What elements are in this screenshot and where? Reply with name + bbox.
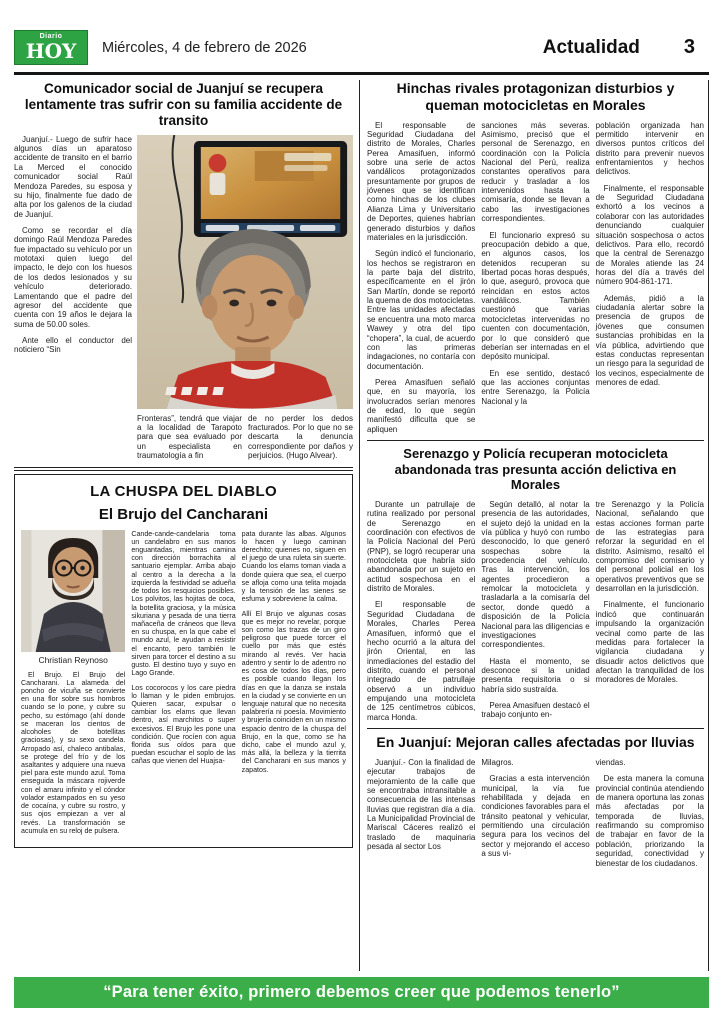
paragraph: Como se recordar el día domingo Raúl Mendoza Paredes fue impactado su vehículo por un mototaxi quien luego del impacto, le dejo con los huesos de los dedos lesionados y su vehículo deteriorado. Lamentando que el padre del agresor del accidente que cuenta con 19 años le dejara la suma de 50.00 soles. — [14, 226, 132, 329]
article-body — [367, 121, 704, 435]
christian-reynoso-photo — [21, 530, 125, 652]
paragraph: De esta manera la comuna provincial continúa atendiendo de manera oportuna las zonas más afectadas por la temporada de lluvias, reafirmando su compromiso de trabajar en favor de la población, priorizando la seguridad, conectividad y bienestar de los ciudadanos. — [595, 774, 704, 868]
article-hinchas — [367, 80, 704, 434]
paragraph: En ese sentido, destacó que las acciones conjuntas entre Serenazgo, la Policía Nacional y la — [481, 368, 590, 406]
text-column-3 — [596, 500, 704, 722]
paragraph: Hasta el momento, se desconoce si la unidad presenta requisitoria o si habría sido sustraída. — [481, 656, 590, 694]
left-column — [14, 80, 359, 971]
paragraph: Cande-cande-candelaria toma un candelabro en sus manos enguantadas, mientras camina con dirección borrachita al santuario ejemplar. Arriba abajo al centro a la derecha a la izquierda la festividad se adueña de todos los resquicios posibles. Los polvitos, las hojitas de coca, la botellita graciosa, y la música sikuriana y pesada de una tierra mañaceña de cráneos que lleva en su chuspa, en la que cabe el mundo azul, le ayudan a resistir el encanto, pero también le sirven para torcer el destino a su gusto. El destino tuyo y suyo en Lago Grande. — [131, 529, 236, 678]
logo-wordmark: HOY — [25, 39, 77, 63]
column-text — [21, 671, 125, 835]
edition-date: Miércoles, 4 de febrero de 2026 — [102, 39, 307, 56]
section-title: Actualidad — [542, 36, 640, 58]
paragraph: de no perder los dedos fracturados. Por lo que no se descarta la denuncia correspondiente por daños y perjuicios. (Hugo Alvear). — [248, 413, 353, 461]
author-byline: Christian Reynoso — [38, 654, 108, 665]
column-title: El Brujo del Cancharani — [98, 505, 269, 523]
text-column-1 — [367, 121, 475, 435]
text-column-3 — [596, 121, 704, 435]
paragraph: Durante un patrullaje de rutina realizado por personal de Serenazgo en coordinación con efectivos de la Policía Nacional del Perú (PNP), se logró recuperar una motocicleta que habría sido abandonada por un sujeto en actitud sospechosa en el distrito de Morales. — [367, 499, 476, 594]
logo-kicker: Diario — [39, 33, 63, 40]
paragraph: población organizada han permitido intervenir en diversos puntos críticos del distrito para prevenir nuevos enfrentamientos y hechos delictivos. — [595, 120, 704, 177]
photo-and-text — [137, 135, 353, 461]
quote-banner: “Para tener éxito, primero debemos creer que podemos tenerlo” — [14, 977, 709, 1008]
text-column-1 — [367, 500, 475, 722]
column-kicker: LA CHUSPA DEL DIABLO — [90, 482, 277, 500]
article-body — [367, 500, 704, 722]
text-column-2 — [481, 121, 589, 435]
article-title: En Juanjuí: Mejoran calles afectadas por lluvias — [376, 734, 695, 751]
right-column — [360, 80, 709, 971]
paragraph: viendas. — [595, 757, 626, 767]
paragraph: El funcionario expresó su preocupación debido a que, en algunos casos, los detenidos recuperan su libertad pocas horas después, lo que, aseguró, provoca que reincidan en estos actos vandálicos. También cuestionó que varias motocicletas intervenidas no cuenten con documentación, por lo que consideró que deberían ser internadas en el depósito municipal. — [481, 230, 590, 362]
text-column-2 — [481, 500, 589, 722]
paragraph: sanciones más severas. Asimismo, precisó que el personal de Serenazgo, en coordinación con la Policía Nacional del Perú, realiza constantes operativos para reducir y trasladar a los intervenidos hasta la comisaría, donde se llevan a cabo las investigaciones correspondientes. — [481, 120, 590, 224]
paragraph: Fronteras”, tendrá que viajar a la localidad de Tarapoto para que sea evaluado por un especialista en traumatología a fin — [137, 413, 242, 461]
article-comunicador — [14, 81, 353, 471]
paragraph: Según detalló, al notar la presencia de las autoridades, el sujeto dejó la unidad en la vía pública y huyó con rumbo desconocido, lo que generó sospechas sobre la procedencia del vehículo. Tras la intervención, los agentes procedieron a remolcar la motocicleta y trasladarla a la comisaría del sector, donde quedó a disposición de la Policía Nacional para las diligencias e investigaciones correspondientes. — [481, 499, 590, 650]
text-column-3 — [596, 758, 704, 868]
paragraph: Milagros. — [481, 757, 514, 767]
paragraph: El responsable de Seguridad Ciudadana de Morales, Charles Perea Amasifuen, informó que el hecho ocurrió a la altura del jirón Oriental, en las inmediaciones del estadio del distrito, cuando el personal integrado de patrullaje observó a un individuo empujando una motocicleta de 125 centímetros cúbicos, marca Honda. — [367, 600, 476, 722]
paragraph: Gracias a esta intervención municipal, la vía fue rehabilitada y dejada en condiciones favorables para el tránsito peatonal y vehicular, permitiendo una circulación segura para los vecinos del sector y mejorando el acceso a sus vi- — [481, 774, 590, 859]
article-title: Hinchas rivales protagonizan disturbios y queman motocicletas en Morales — [396, 80, 675, 113]
text-column-1 — [367, 758, 475, 868]
paragraph: Juanjuí.- Con la finalidad de ejecutar trabajos de mejoramiento de la calle que se encontraba intransitable a consecuencia de las intensas lluvias que registran día a día. La Municipalidad Provincial de Mariscal Cáceres realizó el traslado de maquinaria pesada al sector Los — [367, 757, 476, 852]
paragraph: Según indicó el funcionario, los hechos se registraron en la parte baja del distrito, específicamente en el jirón San Martín, donde se reportó la quema de dos motocicletas. Entre las unidades afectadas se encuentra una moto marca Wawey y otra del tipo “chopera”, la cual, de acuerdo con las primeras indagaciones, no contaría con documentación. — [367, 249, 476, 371]
article-serenazgo — [367, 446, 704, 722]
text-column-3 — [242, 530, 346, 841]
comunicador-photo — [137, 135, 353, 409]
article-juanjui-calles — [367, 734, 704, 868]
paragraph: Los cocorocos y los care piedra lo llaman y le piden embrujos. Quieren sacar, expulsar o cambiar los elams que llevan dentro, así marchitos o super excesivos. El Brujo les pone una condición. Que rocíen con agua florida sus oídos para que puedan escuchar el soplo de las cañas que vienen del Huajsa- — [131, 683, 236, 766]
masthead — [14, 30, 709, 75]
text-column-1 — [21, 530, 125, 841]
paragraph: Allí El Brujo ve algunas cosas que es mejor no revelar, porque son como las trazas de un giro peligroso que puede torcer el cuello por más que estés mirando al revés. Ver hacia adentro y sentir lo de adentro no es cosa de todos los días, pero es posible cuando llegan los días en que la danza se instala en la ciudad y se convierte en un lenguaje natural que no necesita palabrería ni poesía. Movimiento y brujería coinciden en un mismo espacio dentro de la chuspa del Brujo, en la que, como se ha dicho, cabe el mundo azul y, más allá, la belleza y la tierrita del Cancharani en sus manos y zapatos. — [241, 609, 346, 774]
text-column-1 — [14, 135, 132, 461]
page-content — [14, 80, 709, 971]
paragraph: Finalmente, el responsable de Seguridad Ciudadana exhortó a los vecinos a colaborar con las autoridades denunciando cualquier situación sospechosa o actos delictivos. Para ello, recordó que la central de Serenazgo de Morales atiende las 24 horas del día a través del número 904-861-171. — [595, 183, 704, 287]
paragraph: Ante ello el conductor del noticiero “Sin — [14, 335, 132, 355]
text-column-3 — [248, 414, 353, 461]
paragraph: El Brujo. El Brujo del Cancharani. La alameda del poncho de vicuña se convierte en una flor sobre sus hombros cuando se lo pone, y cubre su pecho, su estómago (ahí donde se maceran los cientos de alcoholes de botellitas graciosas), y su sexo candela. Arropado así, chaleco antibalas, se protege del frío y de los asaltantes y adquiere una nueva piel para este mundo azul. Toma enseguida la máscara rojiverde con el amaru infinito y el cóndor volador estampados en su yeso de cocaína, y cubre su rostro, y sus ojos empiezan a ver al revés. La transformación se acumula en su reloj de pulsera. — [21, 670, 126, 835]
page-number: 3 — [683, 36, 695, 58]
text-column-2 — [131, 530, 235, 841]
article-body — [14, 135, 353, 461]
text-column-2 — [137, 414, 242, 461]
paragraph: pata durante las albas. Algunos lo hacen y luego caminan derechito; quienes no, siguen en el juego de una ruleta sin suerte. Cuando los elams toman viada a donde quiera que sea, el cuerpo se afloja como una telita mojada y la tensión de las sienes se esfuma y sobreviene la calma. — [241, 529, 346, 604]
paragraph: El responsable de Seguridad Ciudadana del distrito de Morales, Charles Perea Amasifuen, informó sobre una serie de actos vandálicos protagonizados presuntamente por grupos de jóvenes que se identifican como hinchas de los clubes Alianza Lima y Universitario de Deportes, quienes habrían generado disturbios y daños materiales en la jurisdicción. — [367, 120, 476, 242]
column-body — [21, 530, 346, 841]
paragraph: Finalmente, el funcionario indicó que continuarán impulsando la organización vecinal como parte de las medidas para fortalecer la vigilancia ciudadana y disuadir actos delictivos que afectan la tranquilidad de los moradores de Morales. — [595, 600, 704, 685]
double-rule-divider — [14, 467, 353, 471]
continuation-columns — [137, 414, 353, 461]
article-title: Comunicador social de Juanjuí se recupera lentamente tras sufrir con su familia accidente de transito — [24, 81, 343, 128]
text-column-2 — [481, 758, 589, 868]
paragraph: Juanjuí.- Luego de sufrir hace algunos días un aparatoso accidente de transito en el barrio La Merced el conocido comunicador social Raúl Mendoza Paredes, su esposa y su hijo, finalmente fue dado de alta por los galenos de la ciudad de Juanjuí. — [14, 134, 132, 219]
article-divider — [367, 728, 704, 729]
paragraph: Perea Amasifuen señaló que, en su mayoría, los involucrados serían menores de edad, lo que según manifestó dificulta que se apliquen — [367, 377, 476, 434]
article-title: Serenazgo y Policía recuperan motocicleta abandonada tras presunta acción delictiva en Morales — [394, 446, 677, 493]
article-divider — [367, 440, 704, 441]
paragraph: Además, pidió a la ciudadanía alertar sobre la presencia de grupos de jóvenes que consumen sustancias prohibidas en la vía pública, advirtiendo que estas conductas representan un riesgo para la seguridad de los vecinos, especialmente de menores de edad. — [595, 293, 704, 387]
article-body — [367, 758, 704, 868]
diario-hoy-logo — [14, 30, 88, 65]
paragraph: Perea Amasifuen destacó el trabajo conjunto en- — [481, 701, 590, 720]
column-box-chuspa-del-diablo — [14, 474, 353, 848]
paragraph: tre Serenazgo y la Policía Nacional, señalando que estas acciones forman parte de las estrategias para reforzar la seguridad en el distrito. Asimismo, resaltó el compromiso del comisario y del personal policial en los operativos preventivos que se desarrollan en la jurisdicción. — [595, 499, 704, 594]
